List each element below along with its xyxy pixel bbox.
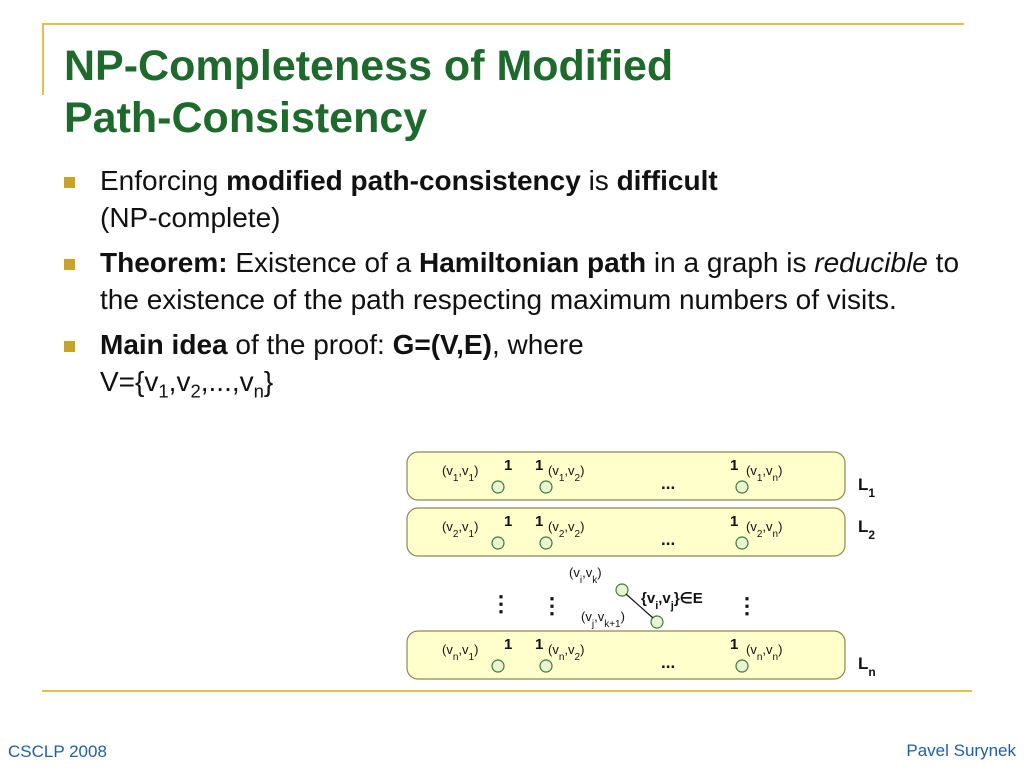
- visit-count-label: 1: [535, 513, 544, 530]
- node-label-vi-vk: $(v_i,v_k)$: [569, 565, 602, 586]
- edge-membership-label: $\{v_i,v_j\}\in E$: [641, 590, 703, 612]
- visit-count-label: 1: [535, 457, 544, 474]
- node-label-vn-v2: $(v_n,v_2)$: [548, 642, 585, 663]
- vertical-ellipsis: ⋮: [736, 593, 758, 618]
- bullet2-text: Existence of a: [227, 247, 420, 278]
- slide-title-line1: NP-Completeness of Modified: [64, 42, 674, 90]
- layer-label-1: $L_1$: [858, 475, 876, 500]
- bullet2-reducible: reducible: [814, 247, 928, 278]
- bullet3-text: of the proof:: [227, 329, 393, 360]
- graph-node: [736, 481, 748, 493]
- node-label-vj-vk1: $(v_j,v_{k+1})$: [581, 609, 625, 630]
- node-label-v2-v2: $(v_2,v_2)$: [548, 519, 585, 540]
- layer-row-n: [407, 631, 876, 679]
- vertical-ellipsis: ⋮: [490, 591, 512, 616]
- bullet2-theorem-label: Theorem:: [100, 247, 228, 278]
- footer-author: Pavel Surynek: [906, 741, 1016, 760]
- visit-count-label: 1: [504, 513, 513, 530]
- bullet1-text: Enforcing: [100, 165, 227, 196]
- graph-node: [492, 660, 504, 672]
- bullet1-bold-difficult: difficult: [616, 165, 718, 196]
- visit-count-label: 1: [504, 457, 513, 474]
- bullet3-vertex-set: $V=\{v_1,v_2,...,v_n\}$: [100, 366, 274, 402]
- row-ellipsis: ...: [661, 530, 676, 549]
- visit-count-label: 1: [535, 636, 544, 653]
- bullet1-np-complete: (NP-complete): [100, 202, 281, 233]
- graph-node: [492, 537, 504, 549]
- bullet2-text-rest: to the existence of the path respecting maximum numbers of visits.: [100, 247, 960, 315]
- node-label-vn-v1: $(v_n,v_1)$: [442, 642, 479, 663]
- slide-title-line2: Path-Consistency: [64, 94, 428, 142]
- row-ellipsis: ...: [661, 474, 676, 493]
- node-label-v1-vn: $(v_1,v_n)$: [746, 463, 783, 484]
- bullet3-where: , where: [491, 329, 584, 360]
- graph-node: [736, 537, 748, 549]
- footer-conference: CSCLP 2008: [8, 742, 107, 761]
- layer-label-n: $L_n$: [858, 654, 876, 679]
- layer-row-2: [407, 508, 875, 556]
- bullet2-hamiltonian-path: Hamiltonian path: [419, 247, 647, 278]
- graph-node: [540, 481, 552, 493]
- visit-count-label: 1: [730, 513, 739, 530]
- node-label-v2-v1: $(v_2,v_1)$: [442, 519, 479, 540]
- graph-node: [492, 481, 504, 493]
- visit-count-label: 1: [504, 636, 513, 653]
- visit-count-label: 1: [730, 636, 739, 653]
- bullet1-bold-term: modified path-consistency: [226, 165, 581, 196]
- node-label-vn-vn: $(v_n,v_n)$: [746, 642, 783, 663]
- layer-row-1: [407, 452, 875, 500]
- bullet2-text-graph: in a graph is: [646, 247, 815, 278]
- layer-label-2: $L_2$: [858, 517, 876, 542]
- bullet1-text-is: is: [580, 165, 617, 196]
- bullet3-main-idea: Main idea: [100, 329, 228, 360]
- graph-node: [540, 537, 552, 549]
- graph-node: [736, 660, 748, 672]
- bullet3-graph-def: G=(V,E): [392, 329, 492, 360]
- node-label-v2-vn: $(v_2,v_n)$: [746, 519, 783, 540]
- row-ellipsis: ...: [661, 653, 676, 672]
- node-label-v1-v1: $(v_1,v_1)$: [442, 463, 479, 484]
- visit-count-label: 1: [730, 457, 739, 474]
- node-label-v1-v2: $(v_1,v_2)$: [548, 463, 585, 484]
- vertical-ellipsis: ⋮: [541, 593, 563, 618]
- graph-node: [540, 660, 552, 672]
